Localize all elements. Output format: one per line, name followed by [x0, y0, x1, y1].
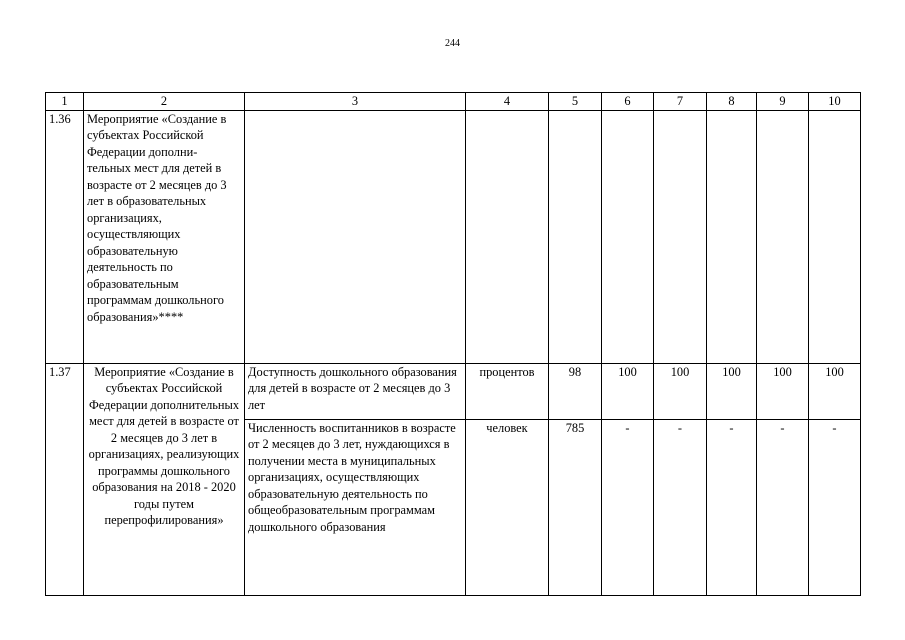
- header-cell-4: 4: [466, 93, 549, 111]
- header-cell-8: 8: [707, 93, 757, 111]
- table-row-1-36: [46, 110, 861, 363]
- empty-cell: [549, 110, 602, 363]
- indicators-table: [45, 92, 861, 596]
- empty-cell: [654, 110, 707, 363]
- value-col-6: -: [602, 419, 654, 595]
- empty-cell: [757, 110, 809, 363]
- value-col-9: -: [757, 419, 809, 595]
- indicator-unit: человек: [466, 419, 549, 595]
- indicator-name: Численность воспитанников в возрасте от 2 месяцев до 3 лет, нуждающихся в получении места в муниципальных организациях, осуществляющих образовательную деятельность по общеобразовательным программам дошкольного образования: [245, 419, 466, 595]
- header-cell-7: 7: [654, 93, 707, 111]
- value-col-8: -: [707, 419, 757, 595]
- header-cell-9: 9: [757, 93, 809, 111]
- table-row-1-37-a: [46, 363, 861, 419]
- event-description: Мероприятие «Создание в субъектах Российской Федерации дополни-тельных мест для детей в возрасте от 2 месяцев до 3 лет в образовательных организациях, осуществляющих образовательную деятельность по образовательным программам дошкольного образования»****: [84, 110, 245, 363]
- empty-cell: [466, 110, 549, 363]
- value-col-6: 100: [602, 363, 654, 419]
- value-col-10: -: [809, 419, 861, 595]
- value-col-5: 98: [549, 363, 602, 419]
- header-cell-2: 2: [84, 93, 245, 111]
- row-number: 1.36: [46, 110, 84, 363]
- value-col-7: -: [654, 419, 707, 595]
- value-col-8: 100: [707, 363, 757, 419]
- indicator-name: Доступность дошкольного образования для детей в возрасте от 2 месяцев до 3 лет: [245, 363, 466, 419]
- empty-cell: [809, 110, 861, 363]
- header-cell-3: 3: [245, 93, 466, 111]
- header-cell-1: 1: [46, 93, 84, 111]
- header-cell-5: 5: [549, 93, 602, 111]
- empty-cell: [707, 110, 757, 363]
- empty-cell: [245, 110, 466, 363]
- value-col-9: 100: [757, 363, 809, 419]
- value-col-7: 100: [654, 363, 707, 419]
- event-description: Мероприятие «Создание в субъектах Российской Федерации дополнительных мест для детей в возрасте от 2 месяцев до 3 лет в организациях, реализующих программы дошкольного образования на 2018 - 2020 годы путем перепрофилирования»: [84, 363, 245, 595]
- indicator-unit: процентов: [466, 363, 549, 419]
- row-number: 1.37: [46, 363, 84, 595]
- table-header-row: [46, 93, 861, 111]
- header-cell-10: 10: [809, 93, 861, 111]
- value-col-5: 785: [549, 419, 602, 595]
- page-number: 244: [445, 38, 460, 49]
- empty-cell: [602, 110, 654, 363]
- value-col-10: 100: [809, 363, 861, 419]
- header-cell-6: 6: [602, 93, 654, 111]
